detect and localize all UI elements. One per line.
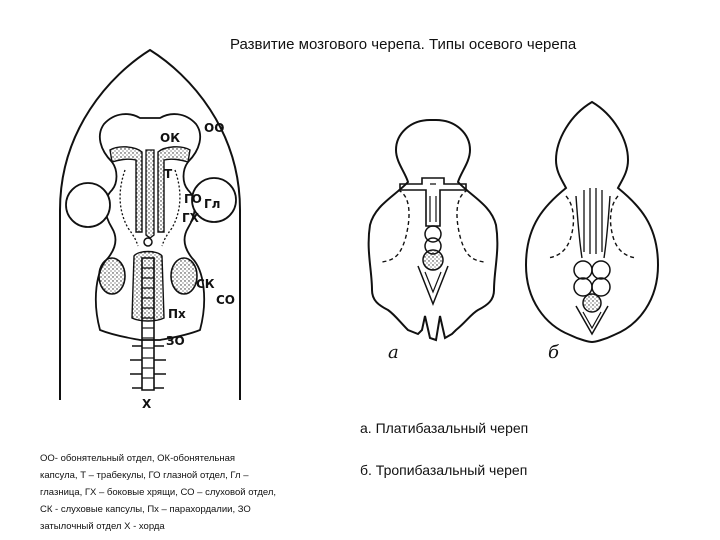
trabeculae <box>146 150 154 238</box>
auditory-capsule-right <box>171 258 197 294</box>
parachordalia <box>132 252 164 322</box>
hypophysis <box>144 238 152 246</box>
label-a: а <box>388 342 399 363</box>
label-ph: Пх <box>168 307 186 321</box>
label-b: б <box>548 342 559 363</box>
tropibasal-skull-figure <box>526 102 658 342</box>
label-zo: ЗО <box>166 334 185 348</box>
tropibasal-dashed-left <box>548 196 573 258</box>
platybasal-trabecula <box>400 178 466 226</box>
vertebra-segments <box>130 346 166 388</box>
legend-line: глазница, ГХ – боковые хрящи, СО – слуховой отдел, <box>40 487 277 498</box>
label-t: Т <box>164 167 173 181</box>
label-go: ГО <box>184 192 202 206</box>
caption-tropibasal: б. Тропибазальный череп <box>360 462 528 478</box>
legend-line: ОО- обонятельный отдел, ОК-обонятельная <box>40 453 236 464</box>
tropibasal-dashed-right <box>611 196 636 258</box>
label-so: СО <box>216 293 236 307</box>
platybasal-skull-figure <box>369 120 498 340</box>
legend-text <box>40 450 330 535</box>
embryo-skull-figure <box>60 50 240 400</box>
label-ok: ОК <box>160 131 181 145</box>
orbit-left <box>66 183 110 227</box>
label-sk: СК <box>196 277 215 291</box>
legend-line: СК - слуховые капсулы, Пх – парахордалии, ЗО <box>40 504 251 515</box>
auditory-capsule-left <box>99 258 125 294</box>
label-gl: Гл <box>204 197 221 211</box>
label-h: Х <box>142 397 152 411</box>
olfactory-capsule <box>110 147 142 232</box>
legend-line: затылочный отдел Х - хорда <box>40 521 165 532</box>
label-gh: ГХ <box>182 211 199 225</box>
label-oo: ОО <box>204 121 225 135</box>
page-title: Развитие мозгового черепа. Типы осевого черепа <box>230 36 577 53</box>
legend-line: капсула, Т – трабекулы, ГО глазной отдел, Гл – <box>40 470 249 481</box>
platybasal-outline <box>369 120 498 340</box>
caption-platybasal: а. Платибазальный череп <box>360 420 529 436</box>
